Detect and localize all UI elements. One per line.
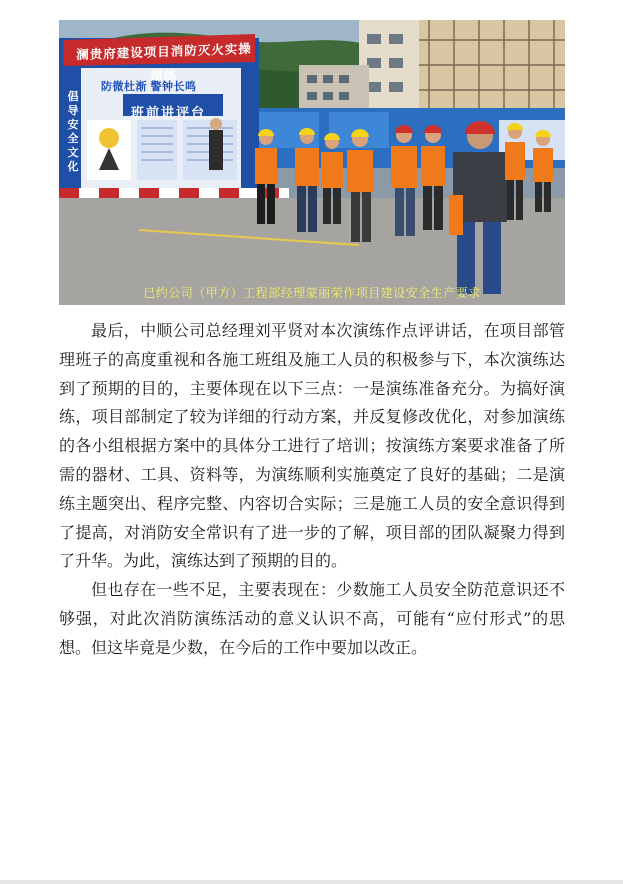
paragraph-2: 但也存在一些不足，主要表现在：少数施工人员安全防范意识还不够强，对此次消防演练活动的意义认识不高，可能有“应付形式”的思想。但这毕竟是少数，在今后的工作中要加以改正。 — [59, 580, 565, 657]
sign-title: 澜贵府建设项目消防灭火实操演练 — [76, 41, 252, 84]
paragraph-1: 最后，中顺公司总经理刘平贤对本次演练作点评讲话，在项目部管理班子的高度重视和各施工班组及施工人员的积极参与下，本次演练达到了预期的目的，主要体现在以下三点：一是演练准备充分。为搞好演练，项目部制定了较为详细的行动方案，并反复修改优化，对参加演练的各小组根据方案中的具体分工进行了培训；按演练方案要求准备了所需的器材、工具、资料等，为演练顺利实施奠定了良好的基础；二是演练主题突出、程序完整、内容切合实际；三是施工人员的安全意识得到了提高，对消防安全常识有了进一步的了解，项目部的团队凝聚力得到了升华。为此，演练达到了预期的目的。 — [59, 321, 565, 571]
body-text — [59, 317, 565, 663]
photo-caption: 已约公司（甲方）工程部经理蒙丽荣作项目建设安全生产要求 — [143, 286, 481, 300]
sign-board-label: 班前讲评台 — [131, 105, 207, 120]
page-bottom-divider — [0, 880, 623, 884]
sign-side-banner: 倡导安全文化 — [67, 91, 79, 173]
site-photo — [59, 20, 565, 305]
sign-subtitle: 防微杜渐 警钟长鸣 — [101, 81, 197, 93]
